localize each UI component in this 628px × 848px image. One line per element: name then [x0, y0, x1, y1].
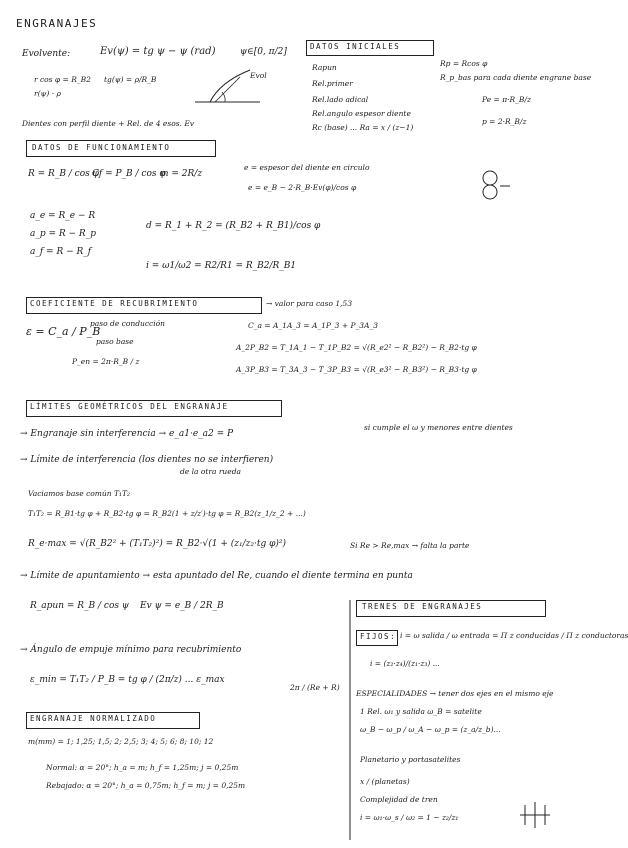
normalizado-normal: Normal: α = 20°; h_a = m; h_f = 1,25m; j = 0,25m — [46, 763, 239, 772]
trenes-e5: Complejidad de tren — [360, 795, 438, 804]
involute-formula: Ev(ψ) = tg ψ − ψ (rad) — [100, 46, 216, 57]
func-f4: e = espesor del diente en circulo — [244, 163, 370, 172]
normalizado-title: ENGRANAJE NORMALIZADO — [30, 714, 157, 723]
datos-right-2: R_p_bas para cada diente engrane base — [440, 73, 592, 82]
page-title: ENGRANAJES — [16, 17, 98, 30]
normalizado-rebajado: Rebajado: α = 20°; h_a = 0,75m; h_f = m; j = 0,25m — [46, 781, 246, 790]
recubrimiento-title: COEFICIENTE DE RECUBRIMIENTO — [30, 299, 199, 308]
func-a2: a_p = R − R_p — [30, 229, 96, 239]
gear-circles-sketch — [478, 168, 518, 204]
involute-fig-label: Evol — [250, 71, 267, 80]
recub-e4: P_en = 2π·R_B / z — [72, 357, 140, 366]
angulo-l1: → Ángulo de empuje mínimo para recubrimiento — [20, 645, 242, 655]
trenes-e1: 1 Rel. ω₁ y salida ω_B = satelite — [360, 707, 482, 716]
func-f5: e = e_B − 2·R_B·Ev(φ)/cos φ — [248, 183, 357, 192]
recubrimiento-note: → valor para caso 1,53 — [266, 299, 353, 308]
recub-g3: A_3P_B3 = T_3A_3 − T_3P_B3 = √(R_e3² − R_B3²) − R_B3·tg φ — [236, 365, 477, 374]
func-f1: R = R_B / cos φ — [28, 169, 99, 179]
limites-l1: → Engranaje sin interferencia → e_a1·e_a2 = P — [20, 429, 234, 439]
recub-g2: A_2P_B2 = T_1A_1 − T_1P_B2 = √(R_e2² − R_B2²) − R_B2·tg φ — [236, 343, 477, 352]
involute-rel1: r cos φ = R_B2 — [34, 75, 91, 84]
trenes-e4: x / (planetas) — [360, 777, 410, 786]
involute-domain: ψ∈[0, π/2] — [240, 47, 287, 57]
datos-iniciales-item: Rel.primer — [312, 79, 353, 88]
involute-rel3: tg(ψ) = ρ/R_B — [104, 75, 157, 84]
involute-sketch — [190, 62, 270, 112]
datos-iniciales-item: Rel.angulo espesor diente — [312, 109, 411, 118]
limites-l5: R_e·max = √(R_B2² + (T₁T₂)²) = R_B2·√(1 + (z₁/z₂·tg φ)²) — [28, 539, 287, 549]
involute-note: Dientes con perfil diente + Rel. de 4 esos. Ev — [22, 119, 195, 128]
datos-iniciales-item: Rc (base) ... Ra = x / (z−1) — [312, 123, 414, 132]
limites-l2b: de la otra rueda — [180, 467, 241, 476]
func-d1: d = R_1 + R_2 = (R_B2 + R_B1)/cos φ — [146, 221, 321, 231]
datos-iniciales-item: Rapun — [312, 63, 337, 72]
recub-e2: paso de conducción — [90, 319, 165, 328]
trenes-e3: Planetario y portasatelites — [360, 755, 461, 764]
trenes-fijos-b: i = (z₂·z₄)/(z₁·z₃) ... — [370, 659, 440, 668]
limites-l7: R_apun = R_B / cos ψ — [30, 601, 129, 611]
limites-title: LÍMITES GEOMÉTRICOS DEL ENGRANAJE — [30, 402, 229, 411]
recub-g1: C_a = A_1A_3 = A_1P_3 + P_3A_3 — [248, 321, 379, 330]
func-d2: i = ω1/ω2 = R2/R1 = R_B2/R_B1 — [146, 261, 297, 271]
func-a1: a_e = R_e − R — [30, 211, 96, 221]
trenes-fijos-label: FIJOS: — [360, 632, 397, 641]
func-f3: m = 2R/z — [160, 169, 203, 179]
trenes-e6: i = ω₁·ω_s / ω₂ = 1 − z₂/z₁ — [360, 813, 459, 822]
funcionamiento-title: DATOS DE FUNCIONAMIENTO — [32, 143, 171, 152]
angulo-l2: ε_min = T₁T₂ / P_B = tg φ / (2π/z) ... ε_max — [30, 675, 225, 685]
limites-l3: Vaciamos base común T₁T₂ — [28, 489, 130, 498]
trenes-title: TRENES DE ENGRANAJES — [362, 602, 483, 611]
limites-l1b: si cumple el ω y menores entre dientes — [364, 423, 513, 432]
recub-e1: ε = C_a / P_B — [26, 325, 101, 338]
trenes-e2: ω_B − ω_p / ω_A − ω_p = (z_a/z_b)... — [360, 725, 501, 734]
func-a3: a_f = R − R_f — [30, 247, 92, 257]
limites-l4: T₁T₂ = R_B1·tg φ + R_B2·tg φ = R_B2(1 + z/z′)·tg φ = R_B2(z_1/z_2 + ...) — [28, 509, 306, 518]
datos-iniciales-title: DATOS INICIALES — [310, 42, 401, 51]
datos-right-1: Rp = Rcos φ — [440, 59, 488, 68]
datos-iniciales-item: Rel.lado adical — [312, 95, 369, 104]
trenes-especialidad: ESPECIALIDADES → tener dos ejes en el mismo eje — [356, 689, 554, 698]
limites-l5b: Si Re > Re,max → falta la parte — [350, 541, 470, 550]
func-f2: Cf = P_B / cos φ — [92, 169, 166, 179]
gear-train-sketch — [520, 800, 560, 830]
angulo-l3: 2π / (Re + R) — [290, 683, 340, 692]
limites-l2: → Límite de interferencia (los dientes no se interfieren) — [20, 455, 274, 465]
column-divider — [348, 600, 352, 840]
datos-right-3: Pe = π·R_B/z — [482, 95, 531, 104]
trenes-fijos-eq: i = ω salida / ω entrada = Π z conducidas / Π z conductoras — [400, 631, 628, 640]
involute-label: Evolvente: — [22, 49, 71, 59]
limites-l8: Ev ψ = e_B / 2R_B — [140, 601, 224, 611]
datos-right-4: p = 2·R_B/z — [482, 117, 527, 126]
recub-e3: paso base — [96, 337, 134, 346]
involute-rel2: r(ψ) · ρ — [34, 89, 61, 98]
limites-l6: → Límite de apuntamiento → esta apuntado del Re, cuando el diente termina en punta — [20, 571, 413, 581]
normalizado-modules: m(mm) = 1; 1,25; 1,5; 2; 2,5; 3; 4; 5; 6; 8; 10; 12 — [28, 737, 214, 746]
